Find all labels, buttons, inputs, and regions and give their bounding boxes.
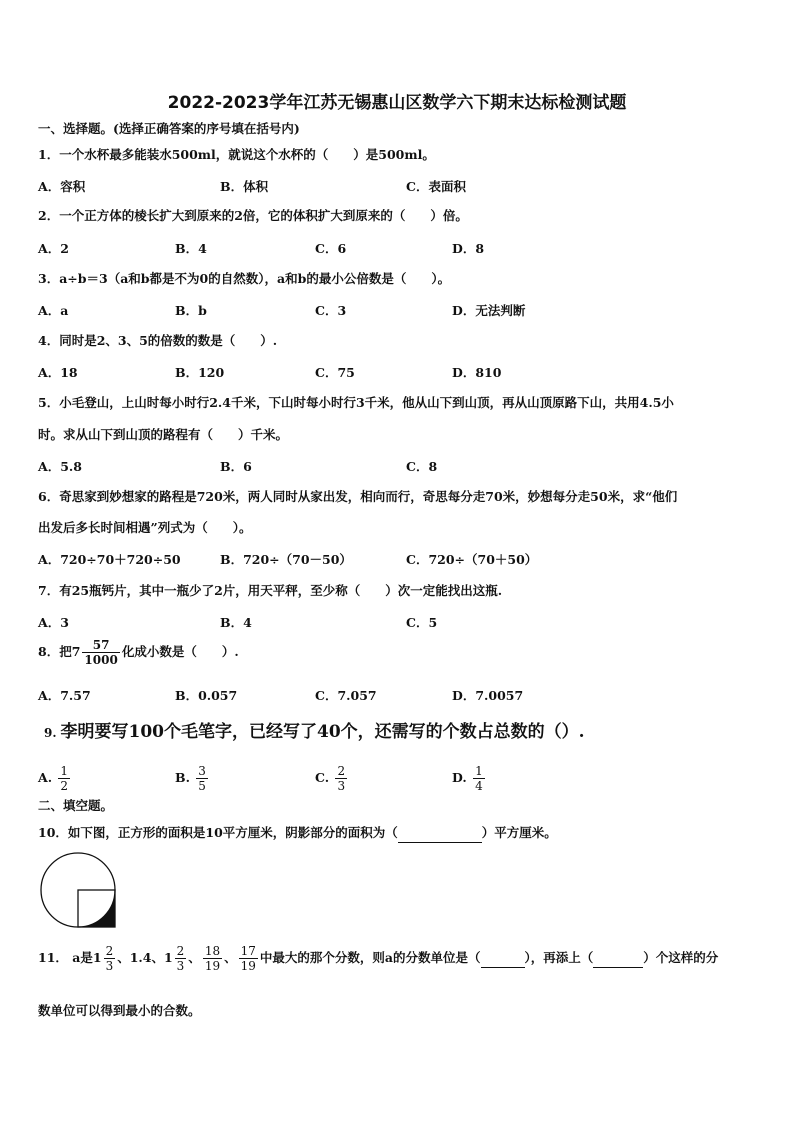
fraction-numerator: 1 xyxy=(60,764,69,778)
fraction-numerator: 2 xyxy=(105,944,114,958)
option-d[interactable] xyxy=(452,764,487,793)
option-c[interactable]: C．表面积 xyxy=(406,179,466,194)
separator: 、1.4、 xyxy=(117,950,164,965)
question-5-line-1: 5．小毛登山，上山时每小时行2.4千米，下山时每小时行3千米，他从山下到山顶，再从山顶原路下山，共用4.5小 xyxy=(38,395,674,410)
question-10 xyxy=(38,824,557,843)
fraction-numerator: 2 xyxy=(176,944,185,958)
question-8 xyxy=(38,638,239,667)
fraction-numerator: 17 xyxy=(240,944,256,958)
option-c[interactable]: C．8 xyxy=(406,459,438,474)
question-11-text-mid: 中最大的那个分数，则a的分数单位是（ xyxy=(259,950,481,965)
option-a[interactable]: A．18 xyxy=(38,365,78,380)
question-9-options xyxy=(38,758,758,794)
question-4-options xyxy=(38,363,758,381)
question-5-options xyxy=(38,457,758,475)
question-10-text-start: 10．如下图，正方形的面积是10平方厘米，阴影部分的面积为（ xyxy=(38,825,398,840)
option-d[interactable]: D．8 xyxy=(452,241,485,256)
fraction xyxy=(196,764,208,793)
page-title: 2022-2023学年江苏无锡惠山区数学六下期末达标检测试题 xyxy=(167,93,627,113)
question-11 xyxy=(38,944,718,984)
fraction-numerator: 18 xyxy=(204,944,221,958)
question-8-suffix: 化成小数是（ ）. xyxy=(121,644,239,659)
option-b[interactable]: B．6 xyxy=(220,459,252,474)
option-c[interactable]: C．720÷（70＋50） xyxy=(406,552,538,567)
question-11-text-end: ）个这样的分 xyxy=(643,950,719,965)
question-11-text-start: 11． a是 xyxy=(38,950,93,965)
fraction-denominator: 2 xyxy=(60,779,69,793)
option-c[interactable]: C．3 xyxy=(315,303,347,318)
option-b[interactable]: B．4 xyxy=(175,241,207,256)
option-c[interactable]: C．75 xyxy=(315,365,355,380)
fraction-numerator: 1 xyxy=(475,764,483,778)
option-b[interactable]: B．4 xyxy=(220,615,252,630)
question-3-options xyxy=(38,301,758,319)
fraction xyxy=(175,944,187,973)
fraction-denominator: 19 xyxy=(240,959,256,973)
option-label: B. xyxy=(175,770,190,785)
whole-number: 1 xyxy=(163,950,173,965)
separator: 、 xyxy=(188,950,201,965)
option-label: C. xyxy=(315,770,330,785)
section-heading-fill-in: 二、填空题。 xyxy=(38,798,114,813)
question-11-text-mid2: ），再添上（ xyxy=(524,950,594,965)
question-10-text-end: ）平方厘米。 xyxy=(481,825,557,840)
option-a[interactable]: A．5.8 xyxy=(38,459,82,474)
question-1-options xyxy=(38,177,758,195)
option-a[interactable]: A．7.57 xyxy=(38,688,91,703)
answer-blank[interactable] xyxy=(481,949,525,968)
answer-blank[interactable] xyxy=(398,824,482,843)
option-b[interactable]: B．b xyxy=(175,303,207,318)
question-5-line-2: 时。求从山下到山顶的路程有（ ）千米。 xyxy=(38,427,289,442)
question-8-options xyxy=(38,686,758,704)
option-a[interactable]: A．720÷70＋720÷50 xyxy=(38,552,181,567)
option-c[interactable] xyxy=(315,764,349,793)
fraction-numerator: 57 xyxy=(82,638,119,653)
question-7: 7．有25瓶钙片，其中一瓶少了2片，用天平秤，至少称（ ）次一定能找出这瓶. xyxy=(38,583,503,598)
question-6-options xyxy=(38,550,758,568)
question-6-line-1: 6．奇思家到妙想家的路程是720米，两人同时从家出发，相向而行，奇思每分走70米，妙想每分走50米，求“他们 xyxy=(38,489,678,504)
option-c[interactable]: C．5 xyxy=(406,615,438,630)
fraction-denominator: 3 xyxy=(337,779,346,793)
question-6-line-2: 出发后多长时间相遇”列式为（ ）。 xyxy=(38,520,252,535)
fraction xyxy=(335,764,347,793)
question-3: 3．a÷b＝3（a和b都是不为0的自然数），a和b的最小公倍数是（ ）。 xyxy=(38,271,451,286)
option-a[interactable]: A．a xyxy=(38,303,69,318)
answer-blank[interactable] xyxy=(593,949,643,968)
option-b[interactable] xyxy=(175,764,210,793)
question-9-text: 李明要写100个毛笔字，已经写了40个，还需写的个数占总数的（）. xyxy=(60,722,585,742)
option-d[interactable]: D．7.0057 xyxy=(452,688,524,703)
fraction-denominator: 3 xyxy=(105,959,114,973)
option-b[interactable]: B．720÷（70－50） xyxy=(220,552,352,567)
fraction-denominator: 5 xyxy=(198,779,206,793)
fraction-denominator: 19 xyxy=(204,959,221,973)
question-9-number: 9. xyxy=(44,726,57,740)
fraction xyxy=(239,944,258,973)
question-8-prefix: 8．把7 xyxy=(38,644,81,659)
question-4: 4．同时是2、3、5的倍数的数是（ ）. xyxy=(38,333,278,348)
circle-square-figure xyxy=(40,852,120,932)
option-a[interactable]: A．容积 xyxy=(38,179,86,194)
option-b[interactable]: B．体积 xyxy=(220,179,269,194)
option-a[interactable]: A．3 xyxy=(38,615,69,630)
fraction-denominator: 4 xyxy=(475,779,483,793)
option-d[interactable]: D．810 xyxy=(452,365,502,380)
option-c[interactable]: C．7.057 xyxy=(315,688,377,703)
whole-number: 1 xyxy=(92,950,102,965)
option-c[interactable]: C．6 xyxy=(315,241,347,256)
fraction-numerator: 2 xyxy=(337,764,346,778)
separator: 、 xyxy=(224,950,237,965)
option-a[interactable] xyxy=(38,764,72,793)
fraction xyxy=(58,764,70,793)
option-a[interactable]: A．2 xyxy=(38,241,69,256)
fraction xyxy=(82,638,119,667)
option-label: D. xyxy=(452,770,467,785)
question-9 xyxy=(44,723,585,742)
fraction xyxy=(203,944,222,973)
question-7-options xyxy=(38,613,758,631)
option-b[interactable]: B．0.057 xyxy=(175,688,238,703)
fraction xyxy=(104,944,116,973)
option-b[interactable]: B．120 xyxy=(175,365,225,380)
option-d[interactable]: D．无法判断 xyxy=(452,303,526,318)
option-label: A. xyxy=(38,770,53,785)
section-heading-choice: 一、选择题。(选择正确答案的序号填在括号内) xyxy=(38,121,300,136)
question-1: 1．一个水杯最多能装水500ml，就说这个水杯的（ ）是500ml。 xyxy=(38,147,435,162)
fraction-denominator: 3 xyxy=(176,959,185,973)
question-2-options xyxy=(38,239,758,257)
question-2: 2．一个正方体的棱长扩大到原来的2倍，它的体积扩大到原来的（ ）倍。 xyxy=(38,208,468,223)
question-11-line-2: 数单位可以得到最小的合数。 xyxy=(38,1003,201,1018)
fraction xyxy=(473,764,485,793)
fraction-denominator: 1000 xyxy=(84,653,118,667)
fraction-numerator: 3 xyxy=(198,764,206,778)
